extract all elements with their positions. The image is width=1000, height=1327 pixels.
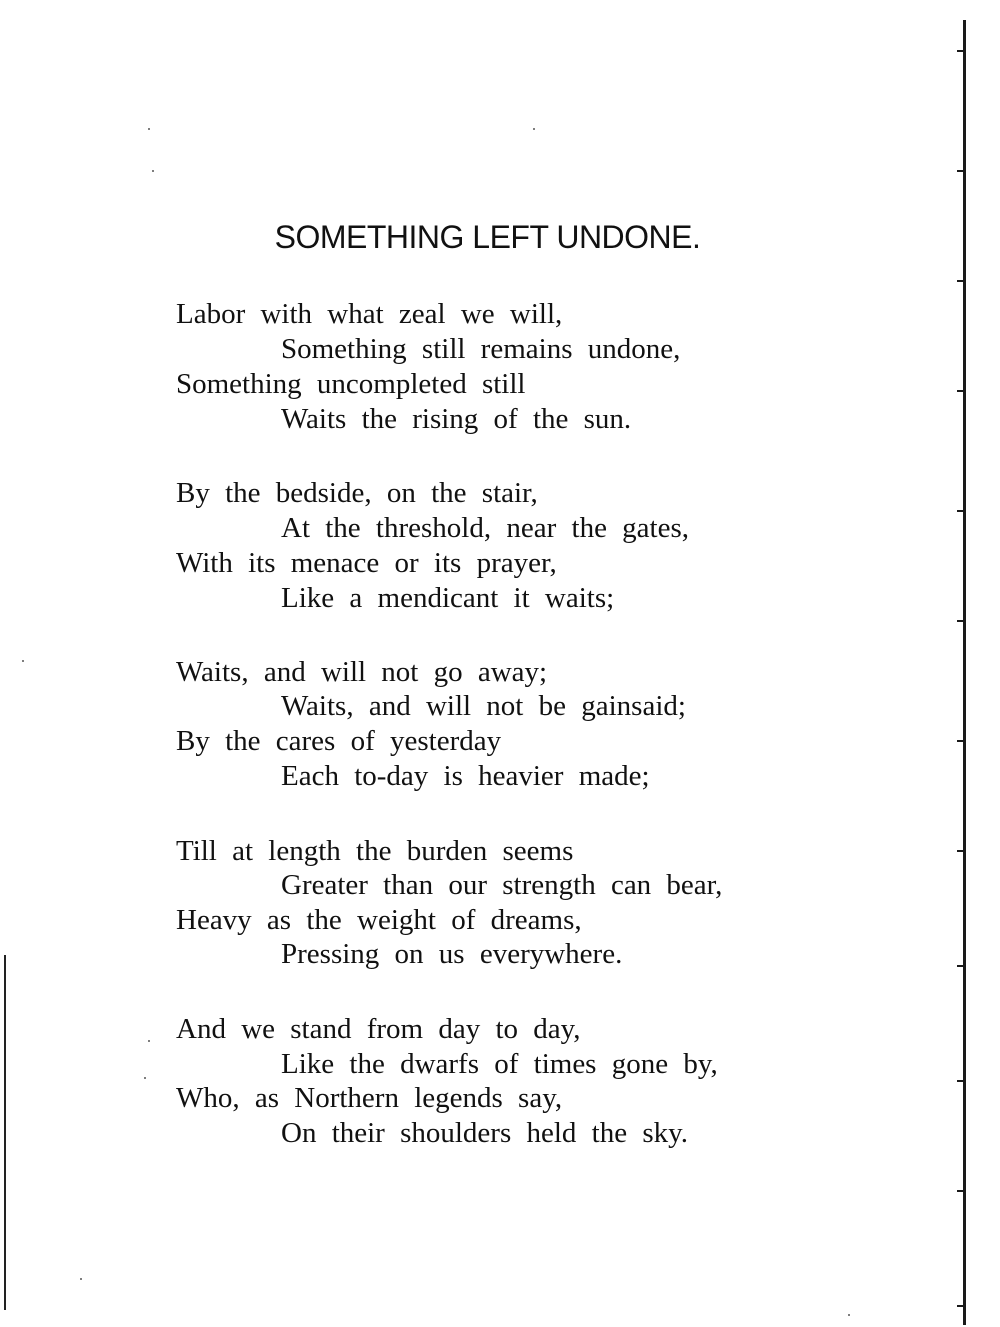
- paper-speck: [148, 128, 150, 130]
- poem-line: By the cares of yesterday: [176, 725, 502, 757]
- poem-line: Who, as Northern legends say,: [176, 1082, 563, 1114]
- poem-line: Something still remains undone,: [281, 333, 681, 365]
- poem-line: Like a mendicant it waits;: [281, 582, 615, 614]
- poem-line: Waits the rising of the sun.: [281, 403, 632, 435]
- poem-line: Each to-day is heavier made;: [281, 760, 650, 792]
- poem-line: Till at length the burden seems: [176, 835, 574, 867]
- paper-speck: [533, 128, 535, 130]
- paper-speck: [848, 1314, 850, 1316]
- poem-line: Heavy as the weight of dreams,: [176, 904, 582, 936]
- poem-line: Something uncompleted still: [176, 368, 526, 400]
- poem-title: SOMETHING LEFT UNDONE.: [274, 219, 701, 255]
- poem-line: Waits, and will not be gainsaid;: [281, 690, 686, 722]
- paper-speck: [148, 1040, 150, 1042]
- paper-speck: [22, 660, 24, 662]
- paper-speck: [152, 170, 154, 172]
- left-page-edge: [4, 955, 6, 1310]
- poem-line: Waits, and will not go away;: [176, 656, 548, 688]
- paper-speck: [144, 1077, 146, 1079]
- poem-line: With its menace or its prayer,: [176, 547, 557, 579]
- poem-line: At the threshold, near the gates,: [281, 512, 690, 544]
- poem-line: Pressing on us everywhere.: [281, 938, 623, 970]
- poem-line: Greater than our strength can bear,: [281, 869, 723, 901]
- poem-line: By the bedside, on the stair,: [176, 477, 538, 509]
- poem-line: Like the dwarfs of times gone by,: [281, 1048, 718, 1080]
- poem-line: Labor with what zeal we will,: [176, 298, 563, 330]
- poem-line: And we stand from day to day,: [176, 1013, 581, 1045]
- binding-stitches: [957, 20, 969, 1325]
- paper-speck: [80, 1278, 82, 1280]
- poem-line: On their shoulders held the sky.: [281, 1117, 689, 1149]
